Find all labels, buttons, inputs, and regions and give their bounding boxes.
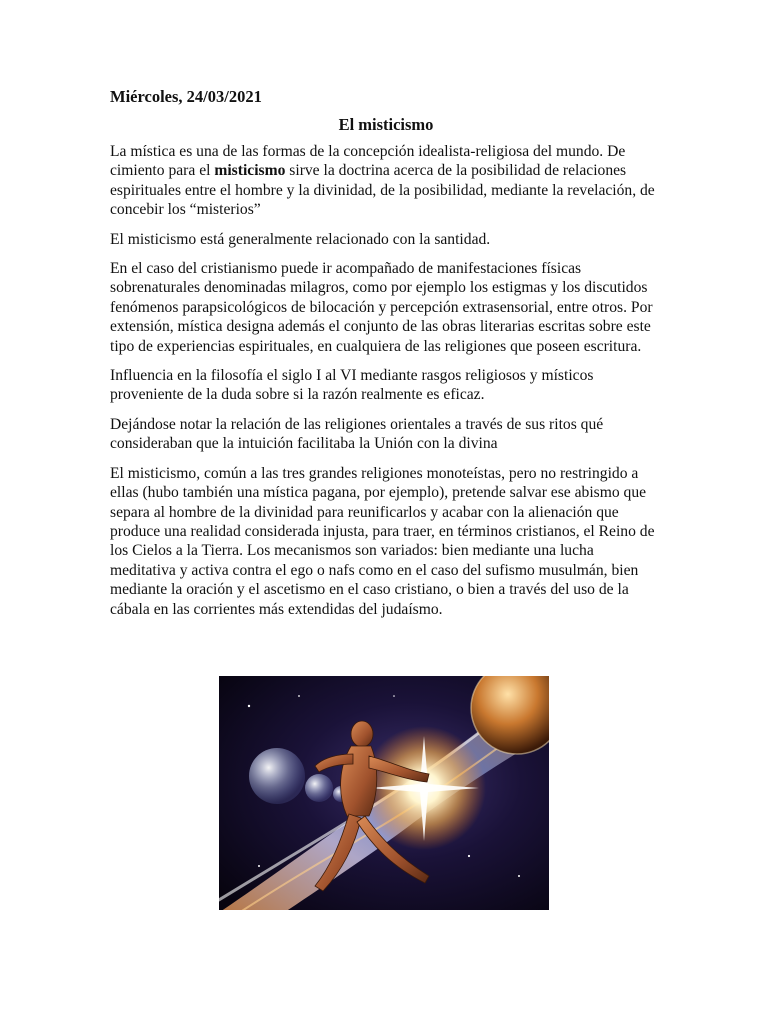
paragraph-1 bbox=[110, 142, 662, 220]
paragraph-1-intro: La mística es una de las formas de la concepción idealista-religiosa del mundo. De cimiento para el bbox=[110, 143, 626, 180]
document-body bbox=[110, 86, 662, 629]
document-date: Miércoles, 24/03/2021 bbox=[110, 87, 262, 106]
paragraph-4: Influencia en la filosofía el siglo I al VI mediante rasgos religiosos y místicos proveniente de la duda sobre si la razón realmente es eficaz. bbox=[110, 367, 594, 404]
document-title: El misticismo bbox=[338, 115, 434, 134]
paragraph-6: El misticismo, común a las tres grandes religiones monoteístas, pero no restringido a ellas (hubo también una mística pagana, por ejemplo), pretende salvar ese abismo que separa al hombre de la divinidad para reunificarlos y acabar con la alienación que produce una realidad considerada injusta, para traer, en términos cristianos, el Reino de los Cielos a la Tierra. Los mecanismos son variados: bien mediante una lucha meditativa y activa contra el ego o nafs como en el caso del sufismo musulmán, bien mediante la oración y el ascetismo en el caso cristiano, o bien a través del uso de la cábala en las corrientes más extendidas del judaísmo. bbox=[110, 464, 655, 618]
mystic-illustration bbox=[219, 676, 549, 910]
paragraph-2: El misticismo está generalmente relacionado con la santidad. bbox=[110, 230, 491, 248]
paragraph-3: En el caso del cristianismo puede ir acompañado de manifestaciones físicas sobrenaturales denominadas milagros, como por ejemplo los estigmas y los discutidos fenómenos parapsicológicos de bilocación y percepción extrasensorial, entre otros. Por extensión, mística designa además el conjunto de las obras literarias escritas sobre este tipo de experiencias espirituales, en cualquiera de las religiones que poseen escritura. bbox=[110, 260, 653, 355]
paragraph-1-bold-term: misticismo bbox=[214, 162, 286, 180]
paragraph-5: Dejándose notar la relación de las religiones orientales a través de sus ritos qué consideraban que la intuición facilitaba la Unión con la divina bbox=[110, 415, 604, 453]
paragraph-1-rest: sirve la doctrina acerca de la posibilidad de relaciones espirituales entre el hombre y la divinidad, de la posibilidad, mediante la revelación, de concebir los “misterios” bbox=[110, 162, 655, 219]
mystic-illustration-art bbox=[219, 676, 549, 910]
